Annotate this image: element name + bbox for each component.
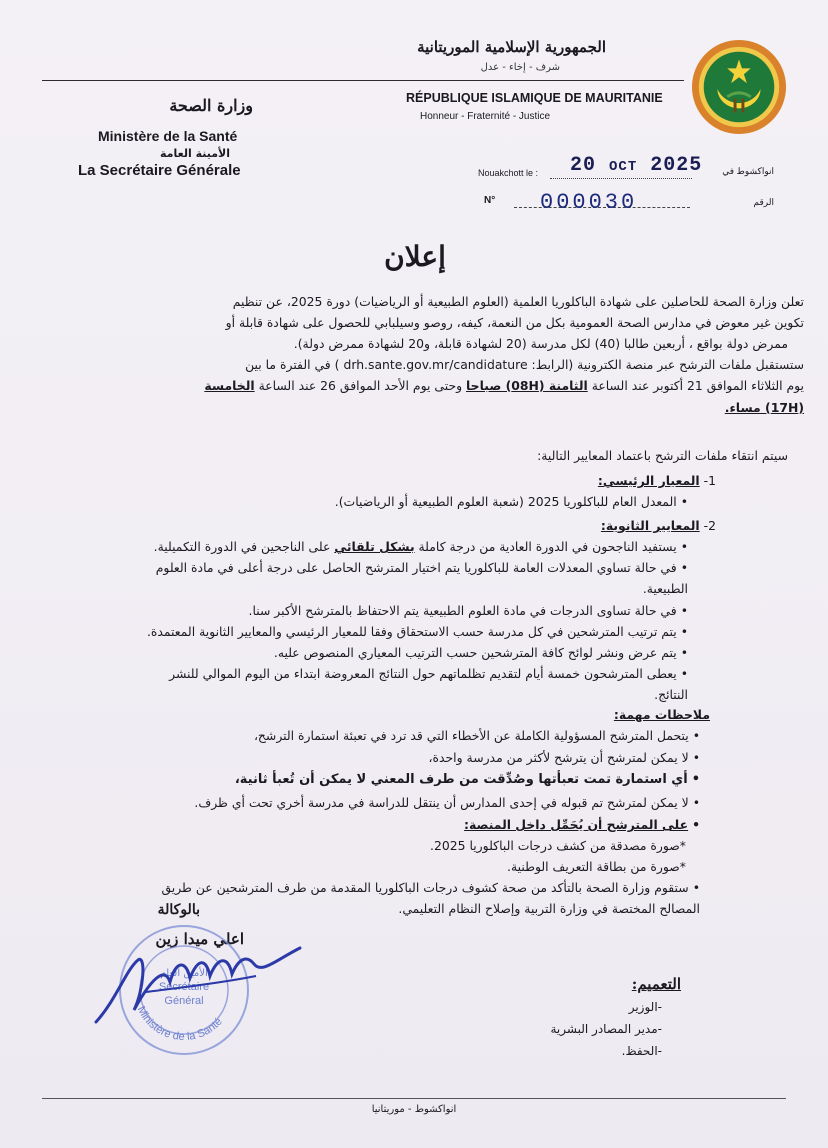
secondary-item-2-text: في حالة تساوي المعدلات العامة للباكلوريا يتم اختيار المترشح الحاصل على درجة أعلى في مادة العلوم: [155, 560, 677, 575]
date-label-ar: انواكشوط في: [722, 166, 774, 176]
notes-title: ملاحظات مهمة:: [613, 707, 710, 722]
secondary-item-4: [147, 624, 688, 639]
upload-heading-text: على المترشح أن يُحَمِّل داخل المنصة:: [464, 817, 689, 832]
criterion-main-title: المعيار الرئيسي:: [597, 473, 700, 488]
criterion-secondary-number: 2-: [703, 518, 716, 533]
french-secretariat: La Secrétaire Générale: [78, 162, 241, 179]
upload-heading: [464, 817, 700, 832]
note-2-text: لا يمكن لمترشح أن يترشح لأكثر من مدرسة واحدة،: [428, 750, 689, 765]
bullet-icon: •: [680, 494, 688, 509]
bullet-icon: •: [680, 603, 688, 618]
stamp-ring-text: Ministère de la Santé: [134, 1004, 225, 1044]
secondary-item-2-cont: الطبيعية.: [642, 581, 688, 596]
bullet-icon: •: [680, 560, 688, 575]
intro-line-2: تكوين غير معوض في مدارس الصحة العمومية بكل من النعمة، كيفه، روصو وسيلبابي للحصول على شهادة قابلة أو: [225, 315, 804, 330]
number-label-fr: N°: [484, 195, 496, 206]
intro-line-5-a: يوم الثلاثاء الموافق 21 أكتوبر عند الساعة: [587, 378, 804, 393]
intro-start-time: الثامنة (08H) صباحا: [466, 378, 588, 393]
footer-divider: [42, 1098, 786, 1099]
bullet-icon: •: [691, 772, 700, 787]
date-stamp-year: 2025: [650, 154, 703, 177]
secondary-item-1-c: على الناجحين في الدورة التكميلية.: [153, 539, 335, 554]
intro-line-1: تعلن وزارة الصحة للحاصلين على شهادة الباكلوريا العلمية (العلوم الطبيعية أو الرياضيات) دورة 2025، عن تنظيم: [232, 294, 804, 309]
intro-end-word: الخامسة: [204, 378, 255, 393]
criterion-secondary-title: المعايير الثانوية:: [600, 518, 700, 533]
verification-line-1: [161, 880, 700, 895]
bullet-icon: •: [680, 666, 688, 681]
upload-item-1: [430, 838, 686, 853]
stamp-seal-fr1: Secrétaire: [158, 981, 210, 993]
distribution-item-hr: -مدير المصادر البشرية: [550, 1022, 662, 1036]
bullet-icon: •: [692, 795, 700, 810]
distribution-item-minister: -الوزير: [628, 1000, 662, 1014]
asterisk-icon: *: [679, 859, 686, 874]
criterion-main-heading: [598, 473, 716, 488]
secondary-item-3: [249, 603, 689, 618]
verification-line-2: المصالح المختصة في وزارة التربية وإصلاح النظام التعليمي.: [398, 901, 700, 916]
upload-item-2-text: صورة من بطاقة التعريف الوطنية.: [507, 859, 680, 874]
french-republic-name: RÉPUBLIQUE ISLAMIQUE DE MAURITANIE: [406, 91, 663, 105]
page-title: إعلان: [384, 240, 446, 273]
intro-line-3: ممرض دولة بواقع ، أربعين طالبا (40) لكل مدرسة (20 لشهادة قابلة، و20 لشهادة ممرض دولة).: [293, 336, 788, 351]
note-3: [235, 772, 700, 787]
bullet-icon: •: [692, 728, 700, 743]
intro-line-5: [204, 378, 804, 393]
bullet-icon: •: [692, 880, 700, 895]
secondary-item-1-emph: بشكل تلقائي: [334, 539, 415, 554]
note-2: [429, 750, 700, 765]
bullet-icon: •: [680, 624, 688, 639]
date-label-fr: Nouakchott le :: [478, 168, 539, 178]
bullet-icon: •: [680, 645, 688, 660]
asterisk-icon: *: [679, 838, 686, 853]
footer-address: انواكشوط - موريتانيا: [371, 1104, 457, 1115]
note-4: [194, 795, 700, 810]
bullet-icon: •: [692, 750, 700, 765]
signatory-name: اعلي ميدا زين: [155, 930, 244, 948]
verification-line-1-text: ستقوم وزارة الصحة بالتأكد من صحة كشوف درجات الباكلوريا المقدمة من طرف المترشحين عن طريق: [161, 880, 689, 895]
stamp-seal-arabic: الأمين العام: [160, 968, 208, 979]
criterion-main-text: المعدل العام للباكلوريا 2025 (شعبة العلوم الطبيعية أو الرياضيات).: [334, 494, 677, 509]
header-divider: [42, 80, 684, 81]
secondary-item-6: [169, 666, 688, 681]
secondary-item-3-text: في حالة تساوى الدرجات في مادة العلوم الطبيعية يتم الاحتفاظ بالمترشح الأكبر سنا.: [248, 603, 677, 618]
french-motto: Honneur - Fraternité - Justice: [420, 111, 551, 122]
intro-line-4: ستستقبل ملفات الترشح عبر منصة الكترونية (الرابط: drh.sante.gov.mr/candidature ) في الفترة ما بين: [245, 357, 804, 372]
distribution-item-archive: -الحفظ.: [621, 1044, 662, 1058]
secondary-item-1-a: يستفيد الناجحون في الدورة العادية من درجة كاملة: [414, 539, 677, 554]
stamp-seal-fr2: Général: [164, 995, 204, 1007]
note-4-text: لا يمكن لمترشح تم قبوله في إحدى المدارس أن ينتقل للدراسة في مدرسة أخري تحت أي ظرف.: [194, 795, 689, 810]
upload-item-1-text: صورة مصدقة من كشف درجات الباكلوريا 2025.: [430, 838, 680, 853]
secondary-item-6-text: يعطى المترشحون خمسة أيام لتقديم تظلماتهم حول النتائج المعروضة ابتداء من اليوم الموالي للنشر: [169, 666, 677, 681]
bullet-icon: •: [680, 539, 688, 554]
secondary-item-6-cont: النتائج.: [654, 687, 688, 702]
handwritten-signature-icon: [86, 930, 306, 1040]
secondary-item-1: [154, 539, 688, 554]
intro-line-5-c: وحتى يوم الأحد الموافق 26 عند الساعة: [254, 378, 467, 393]
date-stamp-day: 20: [570, 154, 597, 177]
date-stamp-month: OCT: [609, 159, 638, 175]
french-ministry-name: Ministère de la Santé: [98, 128, 238, 144]
criterion-secondary-heading: [601, 518, 716, 533]
date-dotted-line: [550, 178, 692, 179]
criterion-main-item: [335, 494, 688, 509]
note-1-text: يتحمل المترشح المسؤولية الكاملة عن الأخطاء التي قد ترد في تعبئة استمارة الترشح،: [253, 728, 689, 743]
arabic-republic-name: الجمهورية الإسلامية الموريتانية: [417, 38, 606, 56]
upload-item-2: [507, 859, 686, 874]
number-stamp: 000030: [540, 190, 638, 215]
secondary-item-2: [156, 560, 688, 575]
number-label-ar: الرقم: [753, 197, 774, 207]
criterion-main-number: 1-: [703, 473, 716, 488]
signature-title: بالوكالة: [157, 902, 200, 918]
secondary-item-5-text: يتم عرض ونشر لوائح كافة المترشحين حسب الترتيب المعياري المنصوص عليه.: [273, 645, 677, 660]
date-stamp: [570, 154, 702, 177]
secondary-item-5: [274, 645, 688, 660]
intro-end-time: (17H) مساء.: [724, 400, 804, 415]
distribution-title: التعميم:: [631, 975, 681, 993]
arabic-secretariat: الأمينة العامة: [160, 147, 230, 160]
note-3-text: أي استمارة تمت تعبأتها وصُدِّقت من طرف المعني لا يمكن أن تُعبأ ثانية،: [234, 772, 688, 787]
arabic-motto: شرف - إخاء - عدل: [480, 62, 560, 73]
note-1: [254, 728, 700, 743]
arabic-ministry-name: وزارة الصحة: [169, 96, 253, 115]
bullet-icon: •: [692, 817, 700, 832]
mauritania-coat-of-arms-icon: [690, 38, 788, 136]
secondary-item-4-text: يتم ترتيب المترشحين في كل مدرسة حسب الاستحقاق وفقا للمعيار الرئيسي والمعايير الثانوية المعتمدة.: [146, 624, 677, 639]
criteria-intro: سيتم انتقاء ملفات الترشح باعتماد المعايير التالية:: [537, 448, 788, 463]
